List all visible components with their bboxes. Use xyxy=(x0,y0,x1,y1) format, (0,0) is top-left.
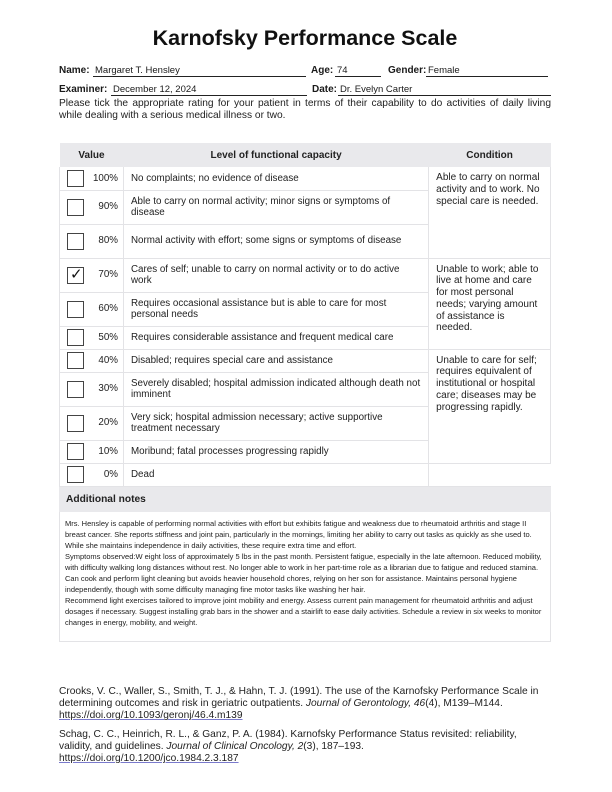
rating-checkbox[interactable] xyxy=(67,443,84,460)
notes-paragraph-1: Mrs. Hensley is capable of performing normal activities with effort but exhibits fatigue and weakness due to rheumatoid arthritis and stage II breast cancer. She reports stiffness and joint pain, particularly in the mornings, limiting her ability to carry out tasks as quickly as she used to. While she maintains independence in daily activities, these require extra time and effort. xyxy=(65,518,532,550)
value-cell xyxy=(60,167,124,190)
rating-value: 50% xyxy=(98,331,118,343)
reference-text: (3), 187–193. xyxy=(303,740,364,752)
value-cell xyxy=(60,440,124,463)
rating-checkbox[interactable] xyxy=(67,301,84,318)
patient-info-row-2 xyxy=(59,84,551,98)
examiner-field[interactable]: December 12, 2024 xyxy=(111,84,307,96)
value-cell xyxy=(60,406,124,440)
condition-cell: Unable to care for self; requires equivalent of institutional or hospital care; diseases may be progressing rapidly. xyxy=(429,349,551,463)
reference-text: (4), M139–M144. xyxy=(425,698,503,710)
rating-value: 20% xyxy=(98,417,118,429)
condition-cell-empty xyxy=(429,463,551,486)
value-cell xyxy=(60,292,124,326)
functional-capacity-cell: Normal activity with effort; some signs or symptoms of disease xyxy=(123,224,428,258)
rating-value: 90% xyxy=(98,201,118,213)
rating-value: 80% xyxy=(98,235,118,247)
value-cell xyxy=(60,463,124,486)
rating-checkbox[interactable] xyxy=(67,415,84,432)
rating-checkbox[interactable] xyxy=(67,381,84,398)
gender-field[interactable]: Female xyxy=(426,65,548,77)
functional-capacity-cell: Moribund; fatal processes progressing rapidly xyxy=(123,440,428,463)
date-label: Date: xyxy=(312,84,338,95)
notes-paragraph-3: Recommend light exercises tailored to improve joint mobility and energy. Assess current pain management for rheumatoid arthritis and adjust dosages if necessary. Suggest installing grab bars in the shower and a stairlift to ease daily activities. Schedule a review in six weeks to monitor changes in energy, mobility, and weight. xyxy=(65,596,542,628)
header-value: Value xyxy=(60,143,124,167)
functional-capacity-cell: Disabled; requires special care and assistance xyxy=(123,349,428,372)
references xyxy=(59,686,551,771)
functional-capacity-cell: Requires occasional assistance but is able to care for most personal needs xyxy=(123,292,428,326)
karnofsky-table-container xyxy=(59,143,551,642)
reference-journal: Journal of Clinical Oncology, 2 xyxy=(166,740,304,752)
condition-cell: Unable to work; able to live at home and care for most personal needs; varying amount of assistance is needed. xyxy=(429,258,551,349)
header-condition: Condition xyxy=(429,143,551,167)
table-row xyxy=(60,463,551,486)
notes-heading: Additional notes xyxy=(59,487,551,512)
rating-checkbox[interactable] xyxy=(67,170,84,187)
reference-text: Crooks, V. C., Waller, S., Smith, T. J., & Hahn, T. J. (1991). The use of the Karnofsky Performance Scale in determining outcomes and risk in geriatric outpatients. xyxy=(59,686,539,710)
instructions-text: Please tick the appropriate rating for your patient in terms of their capability to do activities of daily living while dealing with a serious medical illness or two. xyxy=(59,98,551,121)
table-row xyxy=(60,167,551,190)
reference-journal: Journal of Gerontology, 46 xyxy=(305,698,426,710)
reference-text: Schag, C. C., Heinrich, R. L., & Ganz, P. A. (1984). Karnofsky Performance Status revisited: reliability, validity, and guidelines. xyxy=(59,728,517,752)
functional-capacity-cell: Dead xyxy=(123,463,428,486)
condition-cell: Able to carry on normal activity and to work. No special care is needed. xyxy=(429,167,551,258)
notes-paragraph-2: Symptoms observed:W eight loss of approximately 5 lbs in the past month. Persistent fatigue, especially in the late afternoon. Reduced mobility, with difficulty walking long distances without rest. No longer able to work in her part-time role as a librarian due to fatigue and reduced stamina. Can cook and perform light cleaning but avoids heavier household chores, relying on her son for assistance. Maintains personal hygiene independently, though with some difficulty managing fine motor tasks like washing her hair. xyxy=(65,551,542,595)
functional-capacity-cell: Able to carry on normal activity; minor signs or symptoms of disease xyxy=(123,190,428,224)
value-cell xyxy=(60,190,124,224)
rating-value: 70% xyxy=(98,269,118,281)
name-label: Name: xyxy=(59,65,90,76)
reference-link[interactable]: https://doi.org/10.1093/geronj/46.4.m139 xyxy=(59,710,243,722)
rating-value: 30% xyxy=(98,383,118,395)
value-cell xyxy=(60,258,124,292)
value-cell xyxy=(60,372,124,406)
check-mark-icon: ✓ xyxy=(70,265,83,283)
date-field[interactable]: Dr. Evelyn Carter xyxy=(338,84,551,96)
examiner-label: Examiner: xyxy=(59,84,108,95)
rating-value: 40% xyxy=(98,354,118,366)
rating-checkbox[interactable] xyxy=(67,329,84,346)
functional-capacity-cell: Very sick; hospital admission necessary; active supportive treatment necessary xyxy=(123,406,428,440)
rating-value: 0% xyxy=(103,468,118,480)
page-title: Karnofsky Performance Scale xyxy=(152,26,458,50)
name-field[interactable]: Margaret T. Hensley xyxy=(93,65,306,77)
reference-link[interactable]: https://doi.org/10.1200/jco.1984.2.3.187 xyxy=(59,753,239,765)
age-label: Age: xyxy=(311,65,334,76)
header-level: Level of functional capacity xyxy=(123,143,428,167)
functional-capacity-cell: Requires considerable assistance and frequent medical care xyxy=(123,326,428,349)
notes-textarea[interactable] xyxy=(59,512,551,642)
reference-2 xyxy=(59,729,551,766)
rating-value: 10% xyxy=(98,445,118,457)
reference-1 xyxy=(59,686,551,723)
rating-checkbox[interactable] xyxy=(67,233,84,250)
rating-checkbox[interactable] xyxy=(67,267,84,284)
table-row xyxy=(60,349,551,372)
karnofsky-table xyxy=(59,143,551,487)
functional-capacity-cell: Cares of self; unable to carry on normal activity or to do active work xyxy=(123,258,428,292)
functional-capacity-cell: Severely disabled; hospital admission indicated although death not imminent xyxy=(123,372,428,406)
table-row xyxy=(60,258,551,292)
functional-capacity-cell: No complaints; no evidence of disease xyxy=(123,167,428,190)
gender-label: Gender: xyxy=(388,65,427,76)
value-cell xyxy=(60,326,124,349)
value-cell xyxy=(60,349,124,372)
rating-value: 100% xyxy=(92,172,118,184)
rating-checkbox[interactable] xyxy=(67,352,84,369)
value-cell xyxy=(60,224,124,258)
rating-value: 60% xyxy=(98,303,118,315)
rating-checkbox[interactable] xyxy=(67,466,84,483)
age-field[interactable]: 74 xyxy=(335,65,381,77)
rating-checkbox[interactable] xyxy=(67,199,84,216)
patient-info-row-1 xyxy=(59,65,551,79)
